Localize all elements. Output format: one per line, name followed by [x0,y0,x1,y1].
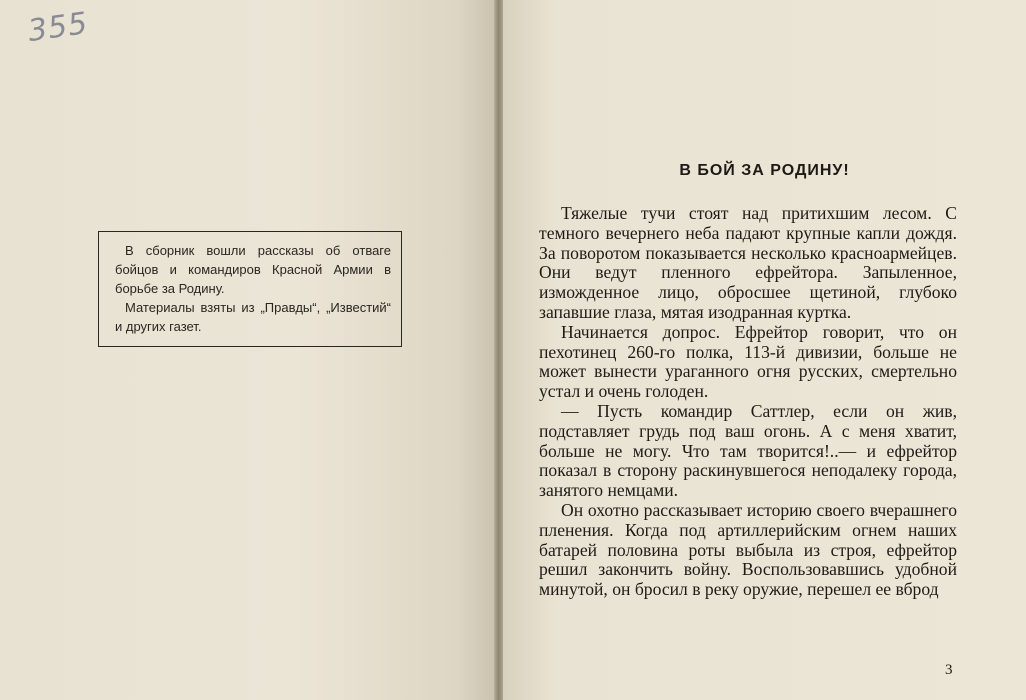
collection-notice-box [98,231,402,347]
handwritten-page-number: 355 [25,5,91,50]
chapter-body [539,204,957,600]
left-page [0,0,497,700]
paragraph: Тяжелые тучи стоят над притихшим лесом. С темного вечернего неба падают крупные капли дождя. За поворотом показывается несколько красноармейцев. Они ведут пленного ефрейтора. Запыленное, изможденное лицо, обросшее щетиной, глубоко запавшие глаза, мятая изодранная куртка. [539,203,957,322]
paragraph: — Пусть командир Саттлер, если он жив, подставляет грудь под ваш огонь. А с меня хватит, больше не могу. Что там творится!..— и ефрейтор показал в сторону раскинувшегося неподалеку города, занятого немцами. [539,400,957,501]
chapter-title: В БОЙ ЗА РОДИНУ! [679,162,850,179]
paragraph: Начинается допрос. Ефрейтор говорит, что он пехотинец 260-го полка, 113-й дивизии, больше не может вынести ураганного огня русских, смертельно устал и очень голоден. [539,321,957,402]
notice-line-contents: В сборник вошли рассказы об отваге бойцов и командиров Красной Армии в борьбе за Родину. [115,243,391,296]
notice-line-sources: Материалы взяты из „Правды“, „Известий“ и других газет. [115,300,391,334]
paragraph: Он охотно рассказывает историю своего вчерашнего пленения. Когда под артиллерийским огнем наших батарей половина роты выбыла из строя, ефрейтор решил закончить войну. Воспользовавшись удобной минутой, он бросил в реку оружие, перешел ее вброд [539,499,957,600]
page-number: 3 [945,662,953,678]
